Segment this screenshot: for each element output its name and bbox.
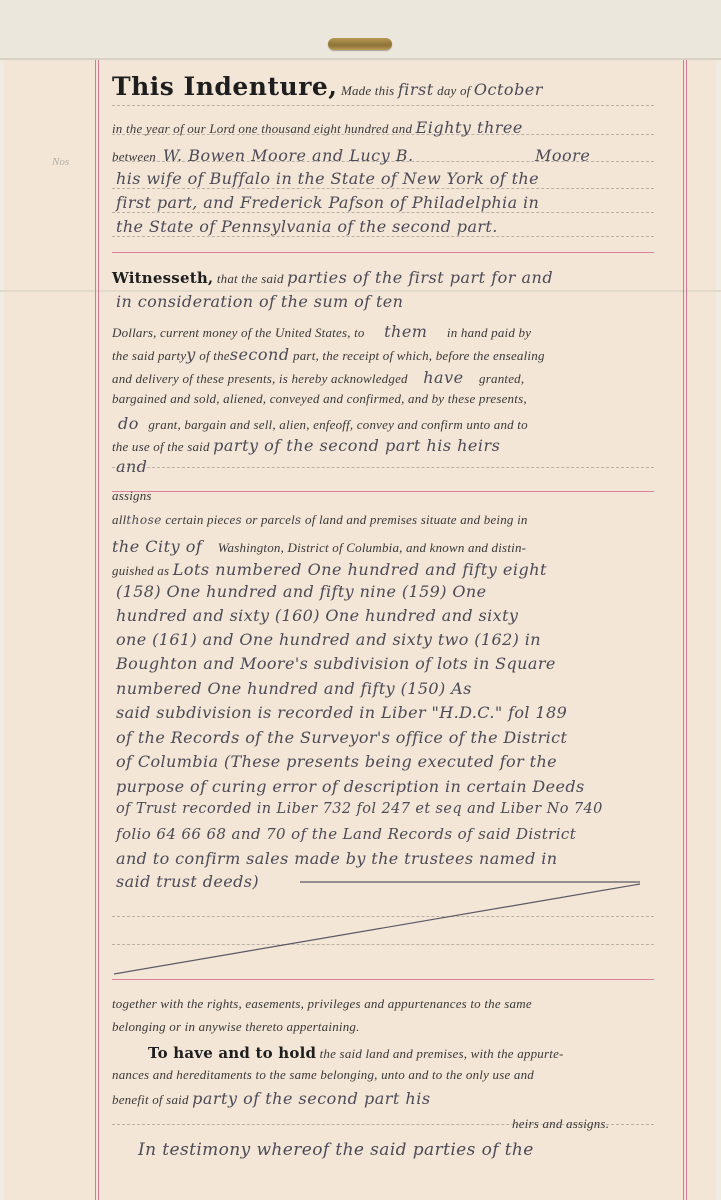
grantor-names: W. Bowen Moore and Lucy B. [162, 146, 414, 165]
handwritten-line: said trust deeds) [116, 872, 259, 891]
bargained-line: bargained and sold, aliened, conveyed and confirmed, and by these presents, [112, 391, 527, 406]
handwritten-line: hundred and sixty (160) One hundred and sixty [116, 606, 519, 625]
between-label: between [112, 149, 156, 164]
grant-text: grant, bargain and sell, alien, enfeoff, convey and confirm unto and to [148, 417, 528, 432]
of-the-label: of the [199, 348, 230, 363]
all-value: those [126, 513, 162, 527]
parcel-suffix: s [294, 513, 302, 527]
parcel-label: or parcel [245, 512, 295, 527]
habendum-text: the said land and premises, with the appurte- [319, 1046, 564, 1061]
dollars-suffix: in hand paid by [446, 325, 532, 340]
indenture-title: This Indenture, [112, 72, 338, 101]
delivery-label: and delivery of these presents, is hereby acknowledged [112, 371, 408, 386]
witnesseth-title: Witnesseth, [112, 269, 214, 287]
pencil-margin-note: Nos [52, 156, 70, 168]
belonging-line: belonging or in anywise thereto appertaining. [112, 1019, 360, 1034]
nances-line: nances and hereditaments to the same belonging, unto and to the only use and [112, 1067, 534, 1082]
year-value: Eighty three [415, 118, 523, 137]
handwritten-line: of Columbia (These presents being executed for the [116, 752, 558, 771]
dollars-label: Dollars, current money of the United States, to [112, 325, 365, 340]
witnesseth-label: that the said [216, 271, 284, 286]
city-value: the City of [112, 537, 203, 556]
habendum-line [112, 1044, 564, 1062]
handwritten-line: said subdivision is recorded in Liber "H.D.C." fol 189 [116, 703, 568, 722]
benefit-value: party of the second part his [192, 1089, 431, 1108]
together-line: together with the rights, easements, privileges and appurtenances to the same [112, 996, 532, 1011]
dollars-value: them [384, 322, 428, 341]
handwritten-line: numbered One hundred and fifty (150) As [116, 679, 472, 698]
handwritten-line: first part, and Frederick Pafson of Philadelphia in [116, 193, 540, 212]
handwritten-line: Boughton and Moore's subdivision of lots in Square [116, 654, 556, 673]
lots-value: Lots numbered One hundred and fifty eight [172, 560, 547, 579]
all-label: all [112, 512, 127, 527]
handwritten-line: his wife of Buffalo in the State of New York of the [116, 169, 540, 188]
use-value: party of the second part his heirs [213, 436, 501, 455]
consideration-line: in consideration of the sum of ten [116, 292, 404, 311]
handwritten-line: and to confirm sales made by the trustees named in [116, 849, 558, 868]
city-text: Washington, District of Columbia, and known and distin- [217, 540, 527, 555]
grantor-surname: Moore [535, 146, 591, 165]
year-label: in the year of our Lord one thousand eight hundred and [112, 121, 413, 136]
handwritten-line: purpose of curing error of description in certain Deeds [116, 777, 585, 796]
delivery-value: have [423, 368, 464, 387]
day-value: first [397, 80, 434, 99]
benefit-line [112, 1089, 431, 1108]
piece-suffix: s [235, 513, 243, 527]
use-label: the use of the said [112, 439, 210, 454]
granted-label: granted, [479, 371, 525, 386]
assigns-label: assigns [112, 488, 152, 503]
diagonal-strike [114, 884, 640, 974]
handwritten-line: one (161) and One hundred and sixty two (162) in [116, 630, 542, 649]
land-text: of land and premises situate and being in [305, 512, 528, 527]
benefit-label: benefit of said [112, 1092, 189, 1107]
month-value: October [473, 80, 543, 99]
heirs-assigns-label: heirs and assigns. [512, 1116, 610, 1131]
grant-verb-value: do [118, 414, 139, 433]
guished-label: guished as [112, 563, 170, 578]
party-ordinal-value: second [229, 345, 290, 364]
handwritten-line: (158) One hundred and fifty nine (159) One [116, 582, 487, 601]
piece-label: certain piece [165, 512, 236, 527]
witnesseth-value: parties of the first part for and [287, 268, 554, 287]
and-line: and [116, 457, 148, 476]
party-suffix-value: y [186, 345, 196, 364]
handwritten-line: folio 64 66 68 and 70 of the Land Records of said District [116, 825, 577, 843]
habendum-title: To have and to hold [148, 1044, 317, 1062]
handwritten-line: the State of Pennsylvania of the second part. [116, 217, 498, 236]
handwritten-line: of Trust recorded in Liber 732 fol 247 et seq and Liber No 740 [116, 801, 603, 817]
receipt-text: part, the receipt of which, before the ensealing [293, 348, 545, 363]
day-of-label: day of [437, 83, 471, 98]
made-this-label: Made this [340, 83, 395, 98]
handwritten-line: of the Records of the Surveyor's office of the District [116, 728, 568, 747]
party-label: the said party [112, 348, 187, 363]
testimony-line: In testimony whereof the said parties of the [138, 1140, 534, 1160]
